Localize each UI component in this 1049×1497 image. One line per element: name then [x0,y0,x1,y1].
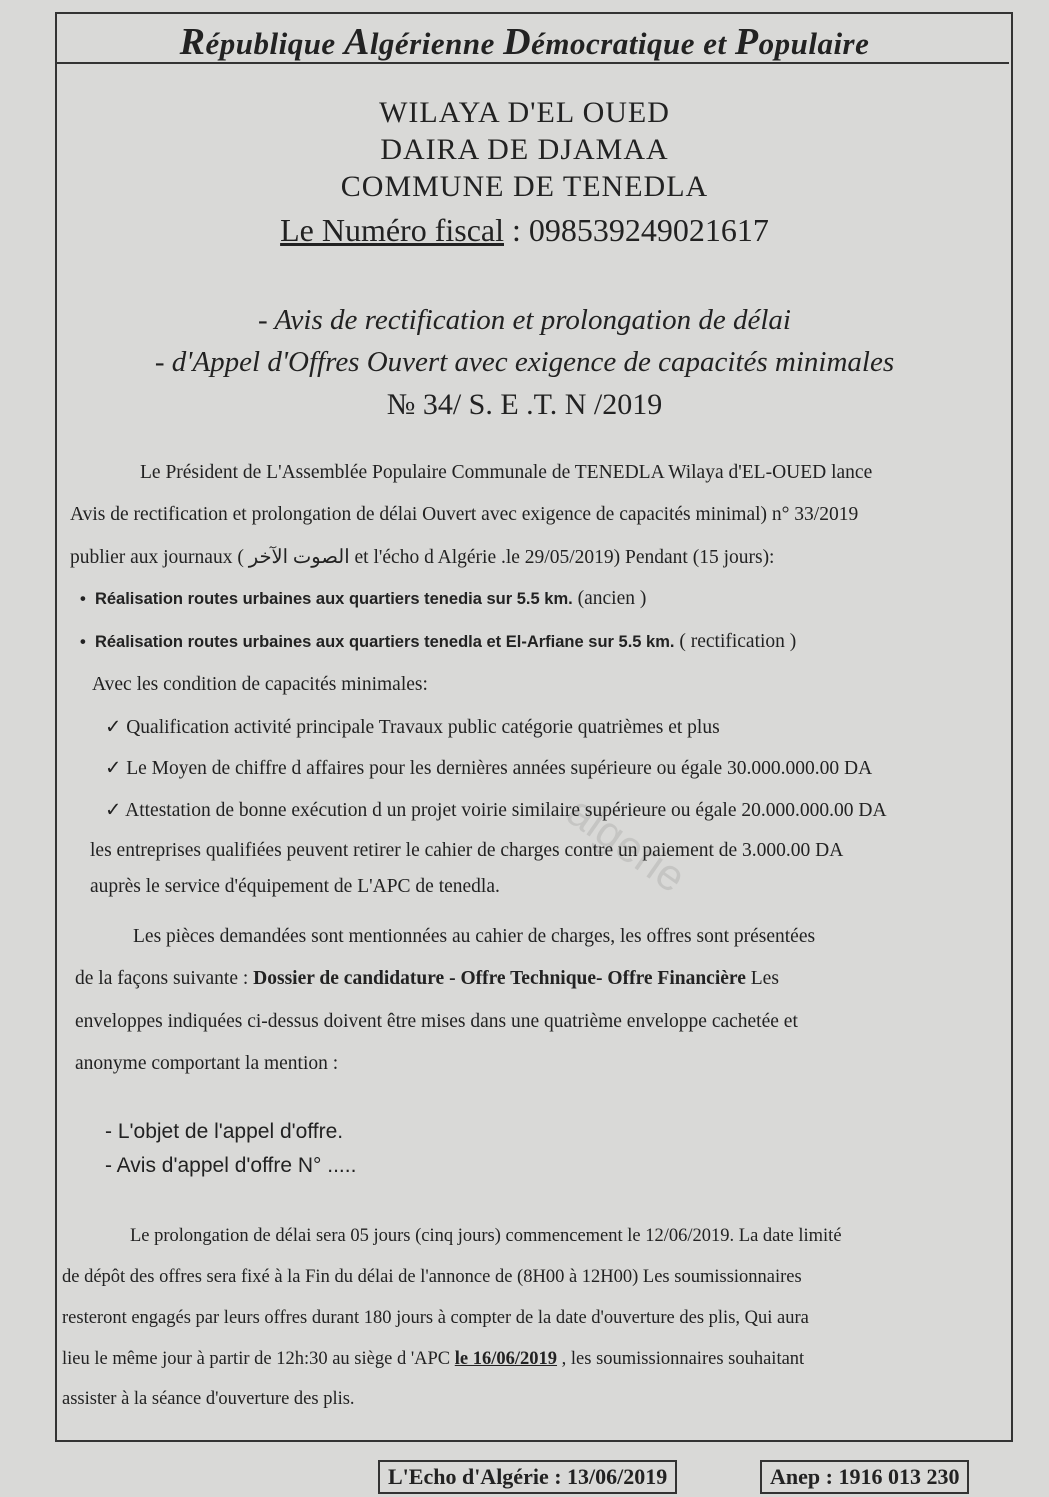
final-line: assister à la séance d'ouverture des plis. [62,1389,355,1409]
commune: COMMUNE DE TENEDLA [340,170,709,203]
bullet-text: Réalisation routes urbaines aux quartiers tenedla et El-Arfiane sur 5.5 km. [94,633,675,651]
title-part: opulaire [758,26,870,61]
pieces-text: de la façons suivante : [75,968,254,989]
pieces-line: Les pièces demandées sont mentionnées au cahier de charges, les offres sont présentées [133,926,816,947]
wilaya: WILAYA D'EL OUED [379,96,670,129]
fiscal-label: Le Numéro fiscal [280,212,504,248]
republic-title [0,20,1049,64]
final-line: resteront engagés par leurs offres durant 180 jours à compter de la date d'ouverture des plis, Qui aura [62,1308,809,1328]
title-part: P [734,21,759,63]
title-part: épublique [205,26,344,61]
daira: DAIRA DE DJAMAA [380,133,669,166]
title-part: R [179,21,206,63]
bullet-text: Réalisation routes urbaines aux quartiers tenedia sur 5.5 km. [94,590,573,608]
condition-item: ✓ Qualification activité principale Travaux public catégorie quatrièmes et plus [105,717,720,738]
mention-item: - L'objet de l'appel d'offre. [105,1120,344,1143]
condition-item: ✓ Attestation de bonne exécution d un projet voirie similaire supérieure ou égale 20.000.000.00 DA [105,800,887,821]
intro-line: publier aux journaux ( الصوت الآخر et l'écho d Algérie .le 29/05/2019) Pendant (15 jours): [70,547,775,568]
anep-number: Anep : 1916 013 230 [760,1460,969,1494]
fiscal-value: : 098539249021617 [504,212,769,248]
bullet-note: ( rectification ) [674,631,797,652]
fiscal-number [0,212,1049,249]
conditions-label: Avec les condition de capacités minimales: [92,674,428,695]
notice-number: № 34/ S. E .T. N /2019 [386,388,663,421]
bullet-item: • Réalisation routes urbaines aux quartiers tenedla et El-Arfiane sur 5.5 km. ( rectification ) [80,631,797,652]
pieces-bold: Dossier de candidature - Offre Technique- Offre Financière [253,968,746,989]
withdraw-line: auprès le service d'équipement de L'APC de tenedla. [90,876,500,897]
final-line: de dépôt des offres sera fixé à la Fin du délai de l'annonce de (8H00 à 12H00) Les soumissionnaires [62,1267,802,1287]
pieces-line: enveloppes indiquées ci-dessus doivent être mises dans une quatrième enveloppe cachetée et [75,1011,798,1032]
final-line: Le prolongation de délai sera 05 jours (cinq jours) commencement le 12/06/2019. La date limité [130,1226,842,1246]
withdraw-line: les entreprises qualifiées peuvent retirer le cahier de charges contre un paiement de 3.000.00 DA [90,840,844,861]
title-part: D [503,21,532,63]
condition-item: ✓ Le Moyen de chiffre d affaires pour les dernières années supérieure ou égale 30.000.000.00 DA [105,758,873,779]
bullet-item: • Réalisation routes urbaines aux quartiers tenedia sur 5.5 km. (ancien ) [80,588,647,609]
intro-line: Le Président de L'Assemblée Populaire Communale de TENEDLA Wilaya d'EL-OUED lance [140,462,873,483]
bullet-note: (ancien ) [572,588,647,609]
intro-line: Avis de rectification et prolongation de délai Ouvert avec exigence de capacités minimal) n° 33/2019 [70,504,859,525]
final-line [62,1349,804,1370]
newspaper-date: L'Echo d'Algérie : 13/06/2019 [378,1460,677,1494]
watermark: algerie [558,786,695,903]
mention-item: - Avis d'appel d'offre N° ..... [105,1154,357,1177]
title-part: A [343,21,370,63]
final-text: lieu le même jour à partir de 12h:30 au siège d 'APC [62,1349,455,1369]
pieces-text: Les [745,968,779,989]
opening-date: le 16/06/2019 [454,1349,558,1369]
pieces-line [75,968,779,990]
notice-title-1: - Avis de rectification et prolongation de délai [258,304,791,336]
notice-title-2: - d'Appel d'Offres Ouvert avec exigence de capacités minimales [154,346,895,378]
final-text: , les soumissionnaires souhaitant [557,1349,805,1369]
title-part: lgérienne [369,26,504,61]
pieces-line: anonyme comportant la mention : [75,1053,339,1074]
title-part: émocratique et [531,26,735,61]
